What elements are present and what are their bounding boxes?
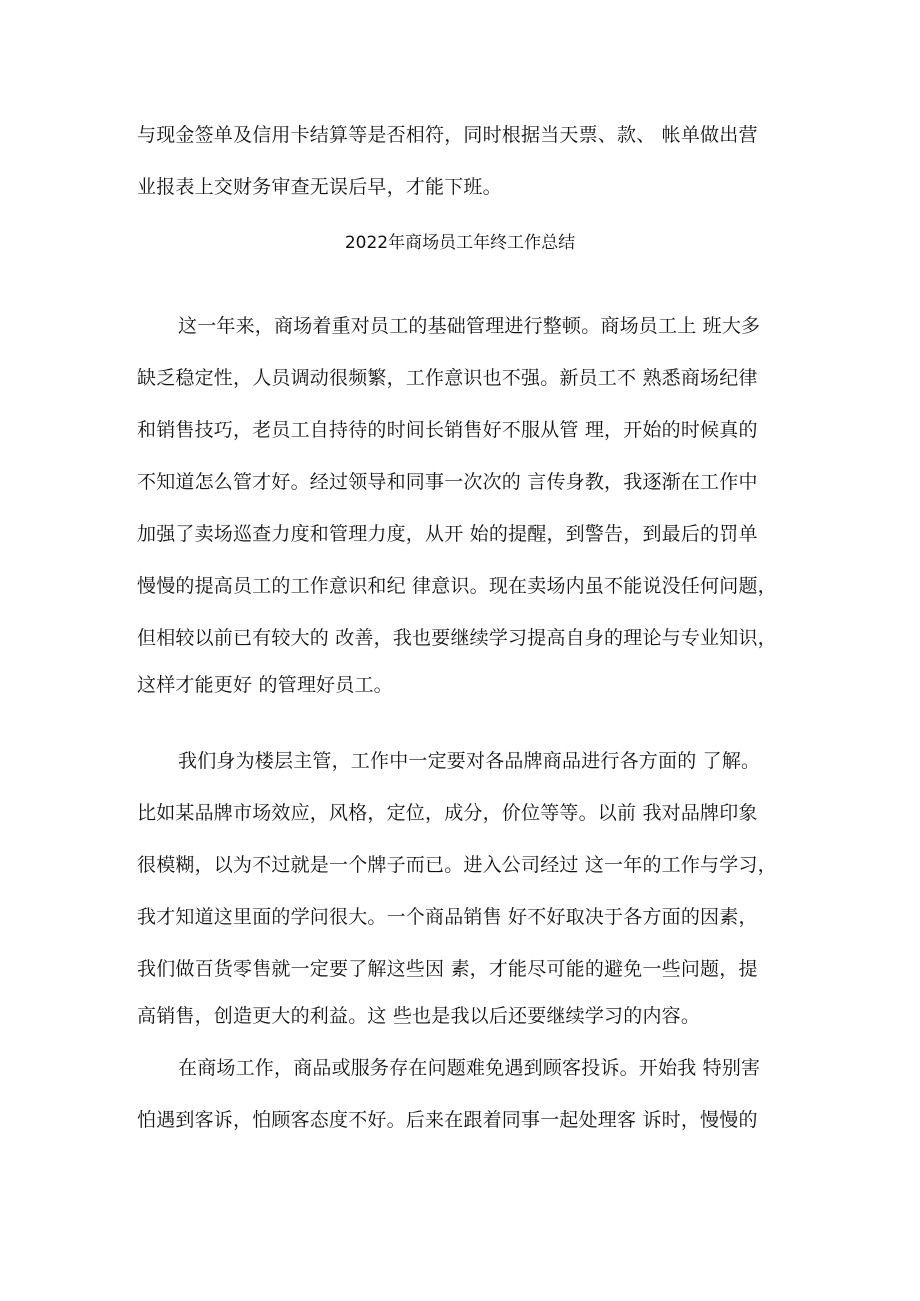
text-line: 比如某品牌市场效应，风格，定位，成分，价位等等。以前 我对品牌印象	[137, 802, 758, 824]
text-line: 加强了卖场巡查力度和管理力度，从开 始的提醒，到警告，到最后的罚单	[137, 523, 758, 545]
text-line: 我们做百货零售就一定要了解这些因 素，才能尽可能的避免一些问题，提	[137, 958, 758, 980]
text-line: 不知道怎么管才好。经过领导和同事一次次的 言传身教，我逐渐在工作中	[137, 471, 758, 493]
text-line: 这一年来，商场着重对员工的基础管理进行整顿。商场员工上 班大多	[178, 315, 761, 337]
text-line: 和销售技巧，老员工自持待的时间长销售好不服从管 理，开始的时候真的	[137, 419, 758, 441]
text-line: 怕遇到客诉，怕顾客态度不好。后来在跟着同事一起处理客 诉时，慢慢的	[137, 1109, 758, 1131]
text-line: 缺乏稳定性，人员调动很频繁，工作意识也不强。新员工不 熟悉商场纪律	[137, 367, 758, 389]
text-line: 我才知道这里面的学问很大。一个商品销售 好不好取决于各方面的因素，	[137, 906, 758, 928]
text-line: 业报表上交财务审查无误后早，才能下班。	[137, 176, 502, 198]
text-line: 但相较以前已有较大的 改善，我也要继续学习提高自身的理论与专业知识，	[137, 627, 777, 649]
text-line: 高销售，创造更大的利益。这 些也是我以后还要继续学习的内容。	[137, 1005, 701, 1027]
document-title: 2022年商场员工年终工作总结	[344, 233, 576, 253]
text-line: 在商场工作，商品或服务存在问题难免遇到顾客投诉。开始我 特别害	[178, 1057, 761, 1079]
text-line: 这样才能更好 的管理好员工。	[137, 674, 393, 696]
text-line: 很模糊，以为不过就是一个牌子而已。进入公司经过 这一年的工作与学习，	[137, 854, 777, 876]
text-line: 我们身为楼层主管，工作中一定要对各品牌商品进行各方面的 了解。	[178, 750, 761, 772]
text-line: 与现金签单及信用卡结算等是否相符，同时根据当天票、款、 帐单做出营	[137, 124, 758, 146]
text-line: 慢慢的提高员工的工作意识和纪 律意识。现在卖场内虽不能说没任何问题，	[137, 575, 777, 597]
